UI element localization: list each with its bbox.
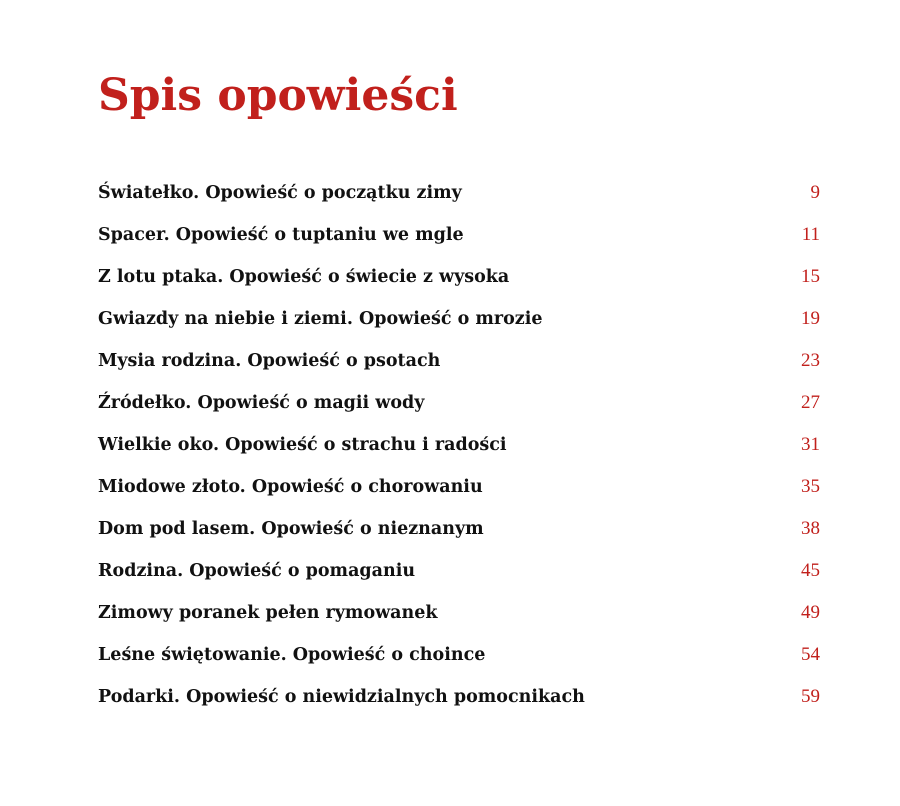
toc-entry[interactable] bbox=[98, 634, 820, 676]
toc-entry-page-number: 54 bbox=[801, 644, 820, 665]
toc-entry-title: Leśne świętowanie. Opowieść o choince bbox=[98, 645, 486, 665]
toc-entry-page-number: 27 bbox=[801, 392, 820, 413]
toc-entry-page-number: 23 bbox=[801, 350, 820, 371]
toc-entry-page-number: 11 bbox=[801, 224, 820, 245]
toc-entry[interactable] bbox=[98, 592, 820, 634]
toc-entry[interactable] bbox=[98, 340, 820, 382]
toc-entry-page-number: 31 bbox=[801, 434, 820, 455]
toc-entry-page-number: 9 bbox=[810, 182, 820, 203]
toc-entry-title: Wielkie oko. Opowieść o strachu i radości bbox=[98, 435, 507, 455]
toc-entry-title: Rodzina. Opowieść o pomaganiu bbox=[98, 561, 416, 581]
toc-entry-title: Podarki. Opowieść o niewidzialnych pomocnikach bbox=[98, 687, 585, 707]
toc-entry-title: Gwiazdy na niebie i ziemi. Opowieść o mrozie bbox=[98, 309, 543, 329]
toc-entry-title: Spacer. Opowieść o tuptaniu we mgle bbox=[98, 225, 464, 245]
toc-entry[interactable] bbox=[98, 298, 820, 340]
toc-entry[interactable] bbox=[98, 172, 820, 214]
toc-entry-title: Światełko. Opowieść o początku zimy bbox=[98, 183, 462, 203]
toc-entry-page-number: 59 bbox=[801, 686, 820, 707]
toc-entry[interactable] bbox=[98, 550, 820, 592]
toc-entry-title: Z lotu ptaka. Opowieść o świecie z wysoka bbox=[98, 267, 510, 287]
toc-entry-page-number: 19 bbox=[801, 308, 820, 329]
toc-entry[interactable] bbox=[98, 676, 820, 718]
toc-entry-page-number: 15 bbox=[801, 266, 820, 287]
toc-entry[interactable] bbox=[98, 424, 820, 466]
toc-entry[interactable] bbox=[98, 382, 820, 424]
toc-entry[interactable] bbox=[98, 214, 820, 256]
toc-entry[interactable] bbox=[98, 508, 820, 550]
toc-entry-title: Mysia rodzina. Opowieść o psotach bbox=[98, 351, 441, 371]
toc-entry-title: Miodowe złoto. Opowieść o chorowaniu bbox=[98, 477, 483, 497]
toc-list bbox=[98, 172, 820, 718]
toc-entry-title: Źródełko. Opowieść o magii wody bbox=[98, 393, 425, 413]
toc-entry-page-number: 38 bbox=[801, 518, 820, 539]
toc-entry[interactable] bbox=[98, 466, 820, 508]
toc-entry-page-number: 49 bbox=[801, 602, 820, 623]
toc-entry-title: Dom pod lasem. Opowieść o nieznanym bbox=[98, 519, 484, 539]
page-title: Spis opowieści bbox=[98, 70, 458, 121]
toc-entry-title: Zimowy poranek pełen rymowanek bbox=[98, 603, 438, 623]
toc-entry[interactable] bbox=[98, 256, 820, 298]
toc-entry-page-number: 45 bbox=[801, 560, 820, 581]
toc-entry-page-number: 35 bbox=[801, 476, 820, 497]
